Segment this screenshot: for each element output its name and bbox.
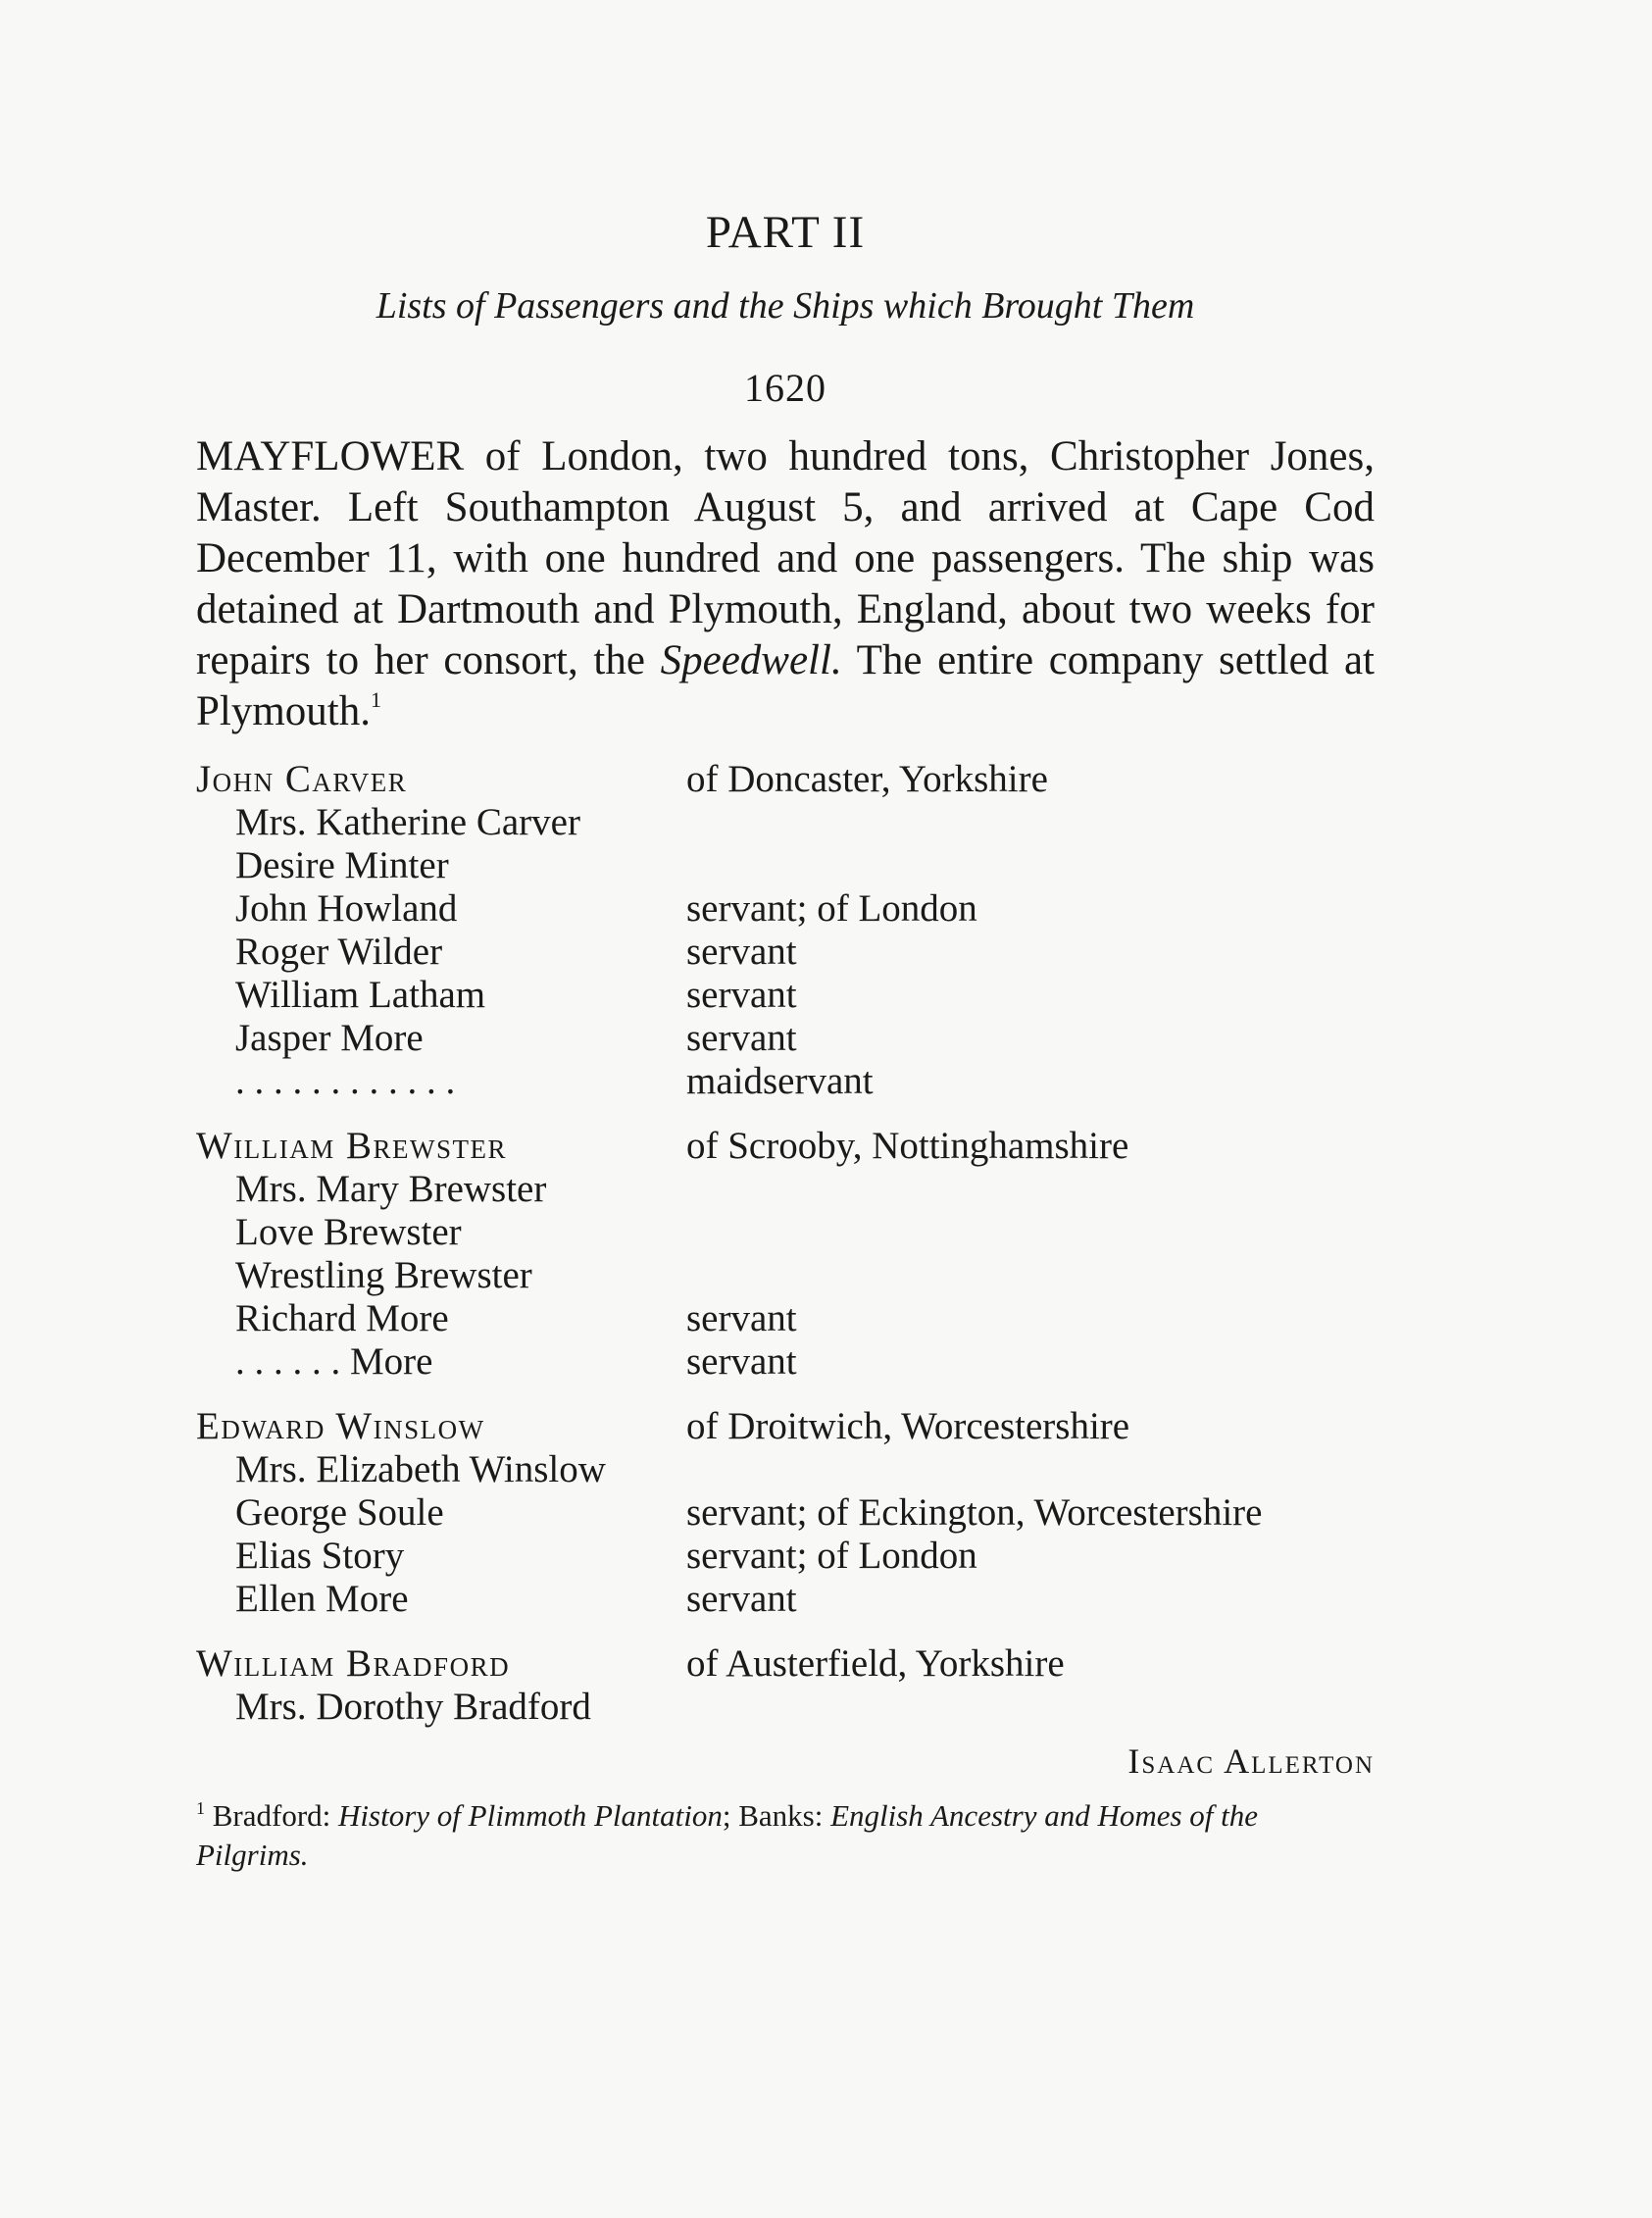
family-member-row [196, 1016, 1375, 1059]
family-member-row [196, 1296, 1375, 1339]
passenger-name: Wrestling Brewster [235, 1254, 532, 1296]
passenger-detail: maidservant [686, 1060, 874, 1102]
footnote-separator: ; Banks: [722, 1798, 831, 1833]
ship-text-1: of London, two hundred tons, Christopher Jones, Master. Left Southampton August 5, and arrived at Cape Cod December 11, with one hundred and one passengers. The ship was detained at Dartmouth and Plymouth, England, about two weeks for repairs to her consort, the [196, 433, 1375, 683]
family-member-row [196, 800, 1375, 843]
passenger-detail: servant; of London [686, 887, 977, 930]
passenger-detail: servant [686, 1340, 797, 1383]
passenger-name: Elias Story [235, 1535, 405, 1577]
family-winslow [196, 1404, 1375, 1620]
footnote-title-1: History of Plimmoth Plantation [338, 1798, 723, 1833]
passenger-detail: of Austerfield, Yorkshire [686, 1642, 1065, 1685]
passenger-name: Love Brewster [235, 1211, 462, 1253]
passenger-detail: servant [686, 931, 797, 973]
family-brewster [196, 1124, 1375, 1383]
passenger-name: . . . . . . . . . . . . [235, 1060, 456, 1102]
family-member-row [196, 1339, 1375, 1383]
footnote-mark: 1 [196, 1798, 205, 1818]
passenger-detail: servant [686, 1017, 797, 1059]
passenger-name: . . . . . . More [235, 1340, 433, 1383]
passenger-name: Roger Wilder [235, 931, 443, 973]
footnote [196, 1796, 1375, 1875]
year-heading: 1620 [744, 366, 826, 410]
passenger-name: Richard More [235, 1297, 449, 1339]
passenger-name: Mrs. Mary Brewster [235, 1168, 547, 1210]
passenger-list [196, 757, 1375, 1749]
passenger-name: William Brewster [196, 1125, 508, 1167]
footnote-title-2: English Ancestry and Homes of the Pilgrims. [196, 1798, 1259, 1872]
passenger-name: Mrs. Elizabeth Winslow [235, 1448, 606, 1490]
passenger-detail: servant [686, 1578, 797, 1620]
passenger-detail: of Scrooby, Nottinghamshire [686, 1125, 1129, 1167]
family-member-row [196, 973, 1375, 1016]
family-member-row [196, 930, 1375, 973]
family-member-row [196, 1167, 1375, 1210]
passenger-name: John Carver [196, 758, 408, 800]
passenger-detail: servant; of Eckington, Worcestershire [686, 1491, 1263, 1534]
passenger-name: Jasper More [235, 1017, 424, 1059]
family-member-row [196, 1577, 1375, 1620]
ship-text-2: The entire company settled at Plymouth. [196, 637, 1375, 734]
passenger-name: Ellen More [235, 1578, 409, 1620]
passenger-detail: servant [686, 974, 797, 1016]
passenger-detail: servant [686, 1297, 797, 1339]
passenger-name: George Soule [235, 1491, 444, 1534]
consort-ship-name: Speedwell. [660, 637, 842, 683]
family-head-row [196, 757, 1375, 800]
family-head-row [196, 1641, 1375, 1685]
part-title: PART II [705, 207, 866, 258]
ship-description [196, 431, 1375, 737]
passenger-detail: of Droitwich, Worcestershire [686, 1405, 1130, 1447]
family-bradford [196, 1641, 1375, 1728]
passenger-name: Mrs. Katherine Carver [235, 801, 580, 843]
family-member-row [196, 1534, 1375, 1577]
family-member-row [196, 1490, 1375, 1534]
passenger-name: Mrs. Dorothy Bradford [235, 1686, 591, 1728]
family-member-row [196, 1685, 1375, 1728]
footnote-reference: 1 [371, 687, 382, 712]
ship-name: MAYFLOWER [196, 433, 465, 479]
passenger-name: William Latham [235, 974, 486, 1016]
part-subtitle: Lists of Passengers and the Ships which Brought Them [375, 285, 1195, 327]
passenger-detail: of Doncaster, Yorkshire [686, 758, 1048, 800]
family-member-row [196, 1447, 1375, 1490]
passenger-name: William Bradford [196, 1642, 511, 1685]
catchword: Isaac Allerton [1127, 1741, 1375, 1781]
family-member-row [196, 886, 1375, 930]
passenger-name: Desire Minter [235, 844, 449, 886]
family-member-row [196, 1210, 1375, 1253]
family-carver [196, 757, 1375, 1102]
footnote-author: Bradford: [212, 1798, 339, 1833]
family-member-row [196, 1253, 1375, 1296]
family-member-row [196, 1059, 1375, 1102]
family-head-row [196, 1124, 1375, 1167]
family-head-row [196, 1404, 1375, 1447]
passenger-name: John Howland [235, 887, 458, 930]
family-member-row [196, 843, 1375, 886]
passenger-detail: servant; of London [686, 1535, 977, 1577]
passenger-name: Edward Winslow [196, 1405, 485, 1447]
